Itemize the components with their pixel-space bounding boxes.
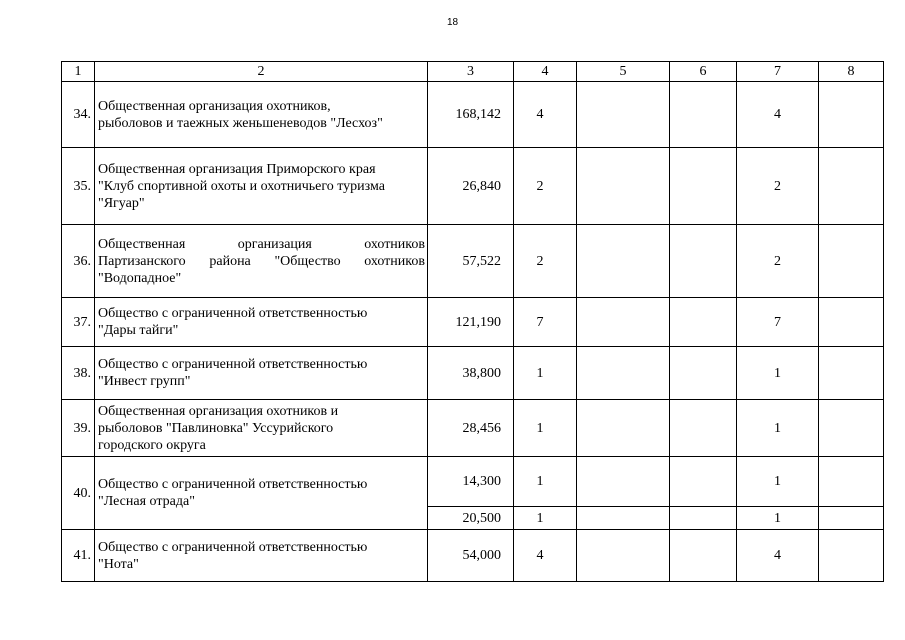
- row-number: 39.: [62, 400, 95, 457]
- col6-cell: [670, 82, 737, 148]
- organization-name: [95, 457, 428, 530]
- col5-cell: [577, 148, 670, 225]
- name-line: городского округа: [98, 437, 206, 453]
- col5-cell: [577, 507, 670, 530]
- organization-name: [95, 400, 428, 457]
- row-number: 34.: [62, 82, 95, 148]
- table-row: [62, 400, 884, 457]
- organization-name: [95, 347, 428, 400]
- col5-cell: [577, 457, 670, 507]
- area-cell: 14,300: [428, 457, 514, 507]
- header-cell: 6: [670, 62, 737, 82]
- name-line: Партизанского района "Общество охотников: [98, 253, 425, 269]
- header-cell: 8: [819, 62, 884, 82]
- name-line: "Дары тайги": [98, 323, 179, 338]
- name-line: Общество с ограниченной ответственностью: [98, 357, 368, 372]
- row-number: 37.: [62, 298, 95, 347]
- col8-cell: [819, 347, 884, 400]
- count-cell: 2: [514, 225, 577, 298]
- col8-cell: [819, 148, 884, 225]
- col7-cell: 1: [737, 347, 819, 400]
- col8-cell: [819, 457, 884, 507]
- count-cell: 1: [514, 507, 577, 530]
- col7-cell: 7: [737, 298, 819, 347]
- name-line: рыболовов "Павлиновка" Уссурийского: [98, 420, 334, 436]
- name-line: "Инвест групп": [98, 374, 191, 389]
- count-cell: 7: [514, 298, 577, 347]
- col6-cell: [670, 298, 737, 347]
- header-cell: 3: [428, 62, 514, 82]
- organization-name: [95, 148, 428, 225]
- name-line: рыболовов и таежных женьшеневодов "Лесхоз": [98, 115, 383, 131]
- count-cell: 1: [514, 347, 577, 400]
- col8-cell: [819, 507, 884, 530]
- row-number: 35.: [62, 148, 95, 225]
- count-cell: 4: [514, 82, 577, 148]
- col6-cell: [670, 507, 737, 530]
- area-cell: 26,840: [428, 148, 514, 225]
- name-line: Общественная организация охотников и: [98, 403, 339, 419]
- header-cell: 1: [62, 62, 95, 82]
- col7-cell: 2: [737, 225, 819, 298]
- name-line: Общественная организация Приморского края: [98, 161, 376, 177]
- organization-name: [95, 298, 428, 347]
- area-cell: 168,142: [428, 82, 514, 148]
- count-cell: 4: [514, 530, 577, 582]
- organization-name: [95, 225, 428, 298]
- area-cell: 121,190: [428, 298, 514, 347]
- name-line: Общество с ограниченной ответственностью: [98, 306, 368, 321]
- col6-cell: [670, 148, 737, 225]
- col5-cell: [577, 530, 670, 582]
- area-cell: 54,000: [428, 530, 514, 582]
- header-cell: 4: [514, 62, 577, 82]
- organization-name: [95, 530, 428, 582]
- count-cell: 1: [514, 400, 577, 457]
- row-number: 36.: [62, 225, 95, 298]
- count-cell: 1: [514, 457, 577, 507]
- col6-cell: [670, 225, 737, 298]
- name-line: Общественная организация охотников,: [98, 98, 331, 114]
- area-cell: 57,522: [428, 225, 514, 298]
- row-number: 38.: [62, 347, 95, 400]
- col5-cell: [577, 400, 670, 457]
- col8-cell: [819, 530, 884, 582]
- col7-cell: 1: [737, 457, 819, 507]
- row-number: 40.: [62, 457, 95, 530]
- col7-cell: 1: [737, 507, 819, 530]
- col5-cell: [577, 82, 670, 148]
- name-line: Общество с ограниченной ответственностью: [98, 477, 368, 492]
- col7-cell: 1: [737, 400, 819, 457]
- header-cell: 7: [737, 62, 819, 82]
- col6-cell: [670, 347, 737, 400]
- table-row: [62, 148, 884, 225]
- table-row: [62, 298, 884, 347]
- area-cell: 28,456: [428, 400, 514, 457]
- col6-cell: [670, 530, 737, 582]
- area-cell: 20,500: [428, 507, 514, 530]
- page-number: 18: [446, 17, 459, 28]
- col6-cell: [670, 457, 737, 507]
- name-line: "Лесная отрада": [98, 494, 195, 509]
- col5-cell: [577, 225, 670, 298]
- col5-cell: [577, 347, 670, 400]
- hunting-grounds-table: [61, 61, 884, 582]
- col6-cell: [670, 400, 737, 457]
- table-row: [62, 457, 884, 507]
- table-header-row: [62, 62, 884, 82]
- col7-cell: 4: [737, 82, 819, 148]
- col8-cell: [819, 225, 884, 298]
- col8-cell: [819, 298, 884, 347]
- table-row: [62, 82, 884, 148]
- name-line: "Клуб спортивной охоты и охотничьего туризма: [98, 178, 385, 194]
- name-line: "Нота": [98, 556, 139, 572]
- col5-cell: [577, 298, 670, 347]
- header-cell: 2: [95, 62, 428, 82]
- count-cell: 2: [514, 148, 577, 225]
- organization-name: [95, 82, 428, 148]
- area-cell: 38,800: [428, 347, 514, 400]
- col8-cell: [819, 82, 884, 148]
- name-line: "Водопадное": [98, 270, 182, 286]
- table-row: [62, 530, 884, 582]
- col7-cell: 2: [737, 148, 819, 225]
- col8-cell: [819, 400, 884, 457]
- table-row: [62, 225, 884, 298]
- table-row: [62, 347, 884, 400]
- name-line: Общественная организация охотников: [98, 236, 425, 252]
- col7-cell: 4: [737, 530, 819, 582]
- name-line: "Ягуар": [98, 195, 145, 211]
- name-line: Общество с ограниченной ответственностью: [98, 539, 368, 555]
- row-number: 41.: [62, 530, 95, 582]
- header-cell: 5: [577, 62, 670, 82]
